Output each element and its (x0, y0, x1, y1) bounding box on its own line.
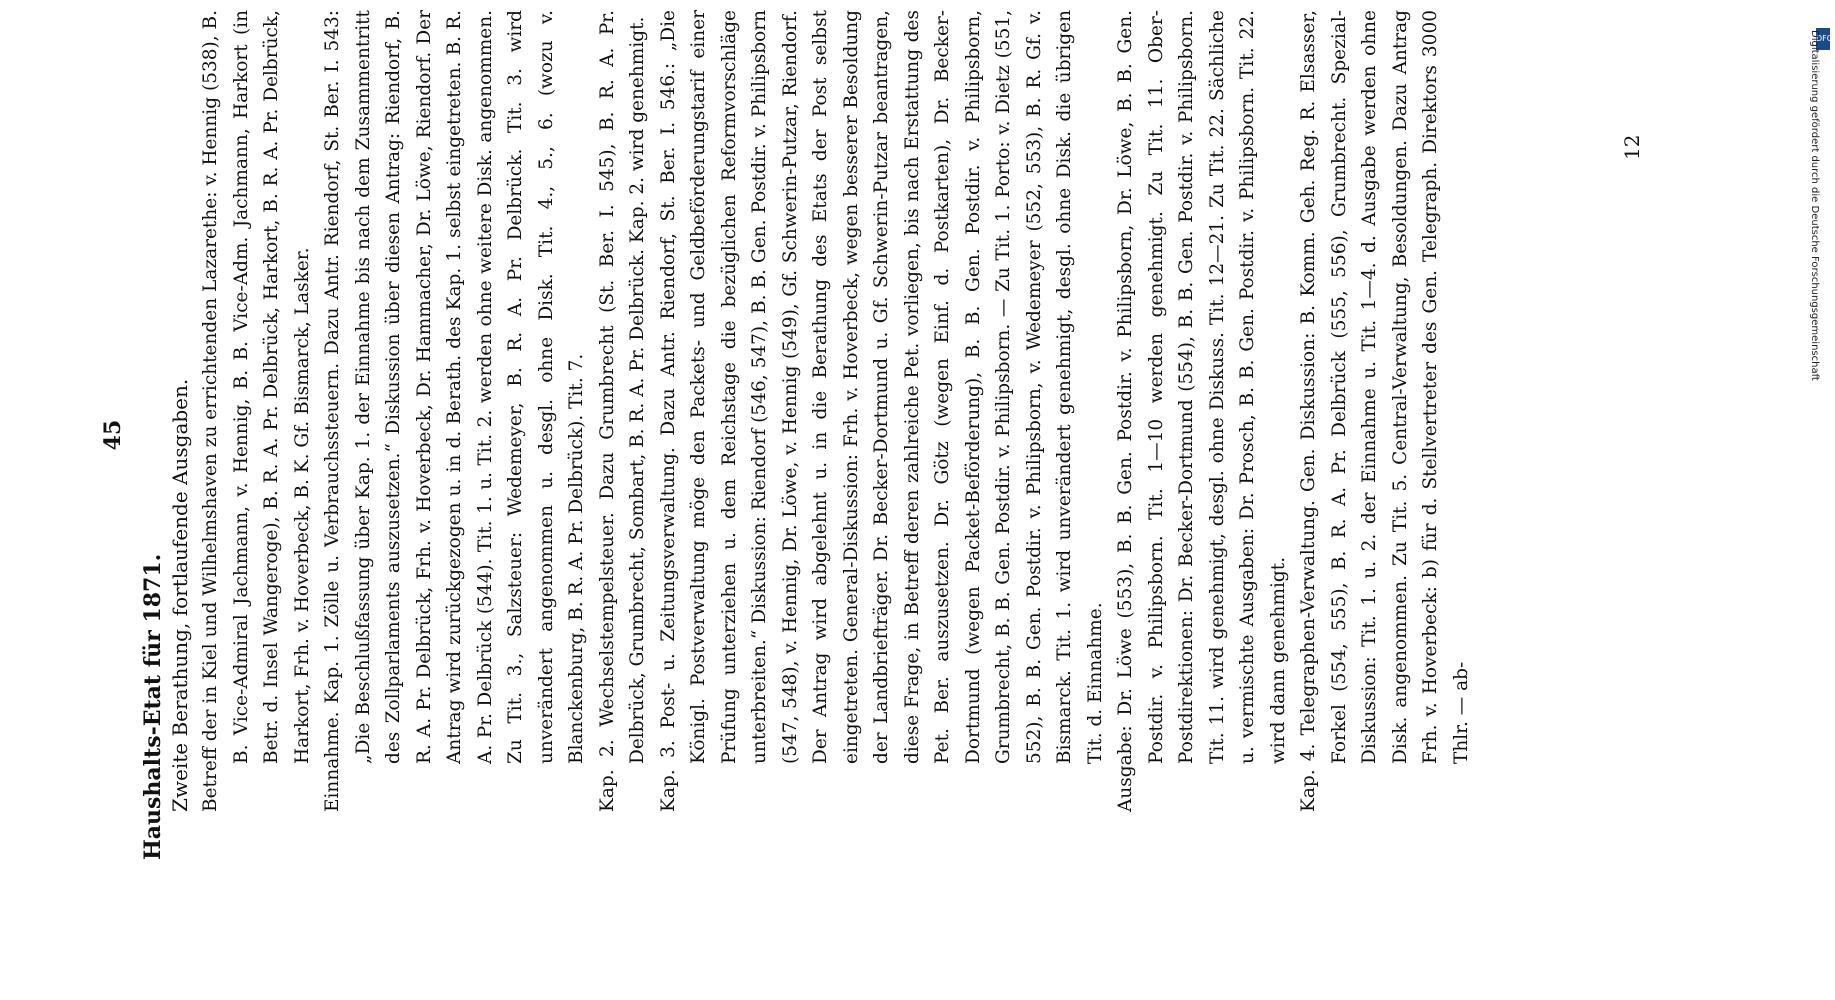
rotated-text-block (100, 10, 1700, 860)
dfg-logo: DFG (1816, 28, 1830, 50)
section-subheading: Zweite Berathung, fortlaufende Ausgaben. (168, 378, 192, 812)
paragraph-kap3: Kap. 3. Post- u. Zeitungsverwaltung. Dazu Antr. Riendorf, St. Ber. I. 546.: „Die Königl. Postverwaltung möge den Packets- und Geldbeförderungstarif einer Prüfung unterziehen u. dem Reichstage die bezüglichen Reformvorschläge unterbreiten.“ Diskussion: Riendorf (546, 547), B. B. Gen. Postdir. v. Philipsborn (547, 548), v. Hennig, Dr. Löwe, v. Hennig (549), Gf. Schwerin-Putzar, Riendorf. Der Antrag wird abgelehnt u. in die Berathung des Etats der Post selbst eingetreten. General-Diskussion: Frh. v. Hoverbeck, wegen besserer Besoldung der Landbriefträger. Dr. Becker-Dortmund u. Gf. Schwerin-Putzar beantragen, diese Frage, in Betreff deren zahlreiche Pet. vorliegen, bis nach Erstattung des Pet. Ber. auszusetzen. Dr. Götz (wegen Einf. d. Postkarten), Dr. Becker-Dortmund (wegen Packet-Beförderung), B. B. Gen. Postdir. v. Philipsborn, Grumbrecht, B. B. Gen. Postdir. v. Philipsborn. — Zu Tit. 1. Porto: v. Dietz (551, 552), B. B. Gen. Postdir. v. Philipsborn, v. Wedemeyer (552, 553), B. R. Gf. v. Bismarck. Tit. 1. wird unverändert genehmigt, desgl. ohne Disk. die übrigen Tit. d. Einnahme. (657, 10, 1106, 812)
paragraph-ausgabe: Ausgabe: Dr. Löwe (553), B. B. Gen. Postdir. v. Philipsborn, Dr. Löwe, B. B. Gen. Postdir. v. Philipsborn. Tit. 1—10 werden genehmigt. Zu Tit. 11. Ober-Postdirektionen: Dr. Becker-Dortmund (554), B. B. Gen. Postdir. v. Philipsborn. Tit. 11. wird genehmigt, desgl. ohne Diskuss. Tit. 12—21. Zu Tit. 22. Sächliche u. vermischte Ausgaben: Dr. Prosch, B. B. Gen. Postdir. v. Philipsborn. Tit. 22. wird dann genehmigt. (1115, 10, 1289, 812)
section-heading: Haushalts-Etat für 1871. (140, 553, 166, 860)
digitization-watermark: Digitalisierung gefördert durch die Deutsche Forschungsgemeinschaft (1809, 30, 1820, 381)
page-number: 45 (100, 419, 126, 451)
paragraph-einnahme-kap1: Einnahme. Kap. 1. Zölle u. Verbrauchssteuern. Dazu Antr. Riendorf, St. Ber. I. 543: „Die Beschlußfassung über Kap. 1. der Einnahme bis nach dem Zusammentritt des Zollparlaments auszusetzen.“ Diskussion über diesen Antrag: Riendorf, B. R. A. Pr. Delbrück, Frh. v. Hoverbeck, Dr. Hammacher, Dr. Löwe, Riendorf. Der Antrag wird zurückgezogen u. in d. Berath. des Kap. 1. selbst eingetreten. B. R. A. Pr. Delbrück (544). Tit. 1. u. Tit. 2. werden ohne weitere Disk. angenommen. Zu Tit. 3., Salzsteuer: Wedemeyer, B. R. A. Pr. Delbrück. Tit. 3. wird unverändert angenommen u. desgl. ohne Disk. Tit. 4., 5., 6. (wozu v. Blanckenburg, B. R. A. Pr. Delbrück). Tit. 7. (322, 10, 587, 812)
paragraph-kap4: Kap. 4. Telegraphen-Verwaltung. Gen. Diskussion: B. Komm. Geh. Reg. R. Elsasser, Forkel (554, 555), B. R. A. Pr. Delbrück (555, 556), Grumbrecht. Spezial-Diskussion: Tit. 1. u. 2. der Einnahme u. Tit. 1—4. d. Ausgabe werden ohne Disk. angenommen. Zu Tit. 5. Central-Verwaltung, Besoldungen. Dazu Antrag Frh. v. Hoverbeck: b) für d. Stellvertreter des Gen. Telegraph. Direktors 3000 Thlr. — ab- (1298, 10, 1472, 812)
paragraph-kap2: Kap. 2. Wechselstempelsteuer. Dazu Grumbrecht (St. Ber. I. 545), B. R. A. Pr. Delbrück, Grumbrecht, Sombart, B. R. A. Pr. Delbrück. Kap. 2. wird genehmigt. (596, 10, 648, 812)
signature-mark: 12 (1620, 134, 1644, 160)
paragraph-lazarethe: Betreff der in Kiel und Wilhelmshaven zu errichtenden Lazarethe: v. Hennig (538), B. B. Vice-Admiral Jachmann, v. Hennig, B. B. Vice-Adm. Jachmann, Harkort (in Betr. d. Insel Wangeroge), B. R. A. Pr. Delbrück, Harkort, B. R. A. Pr. Delbrück, Harkort, Frh. v. Hoverbeck, B. K. Gf. Bismarck, Lasker. (200, 10, 313, 812)
